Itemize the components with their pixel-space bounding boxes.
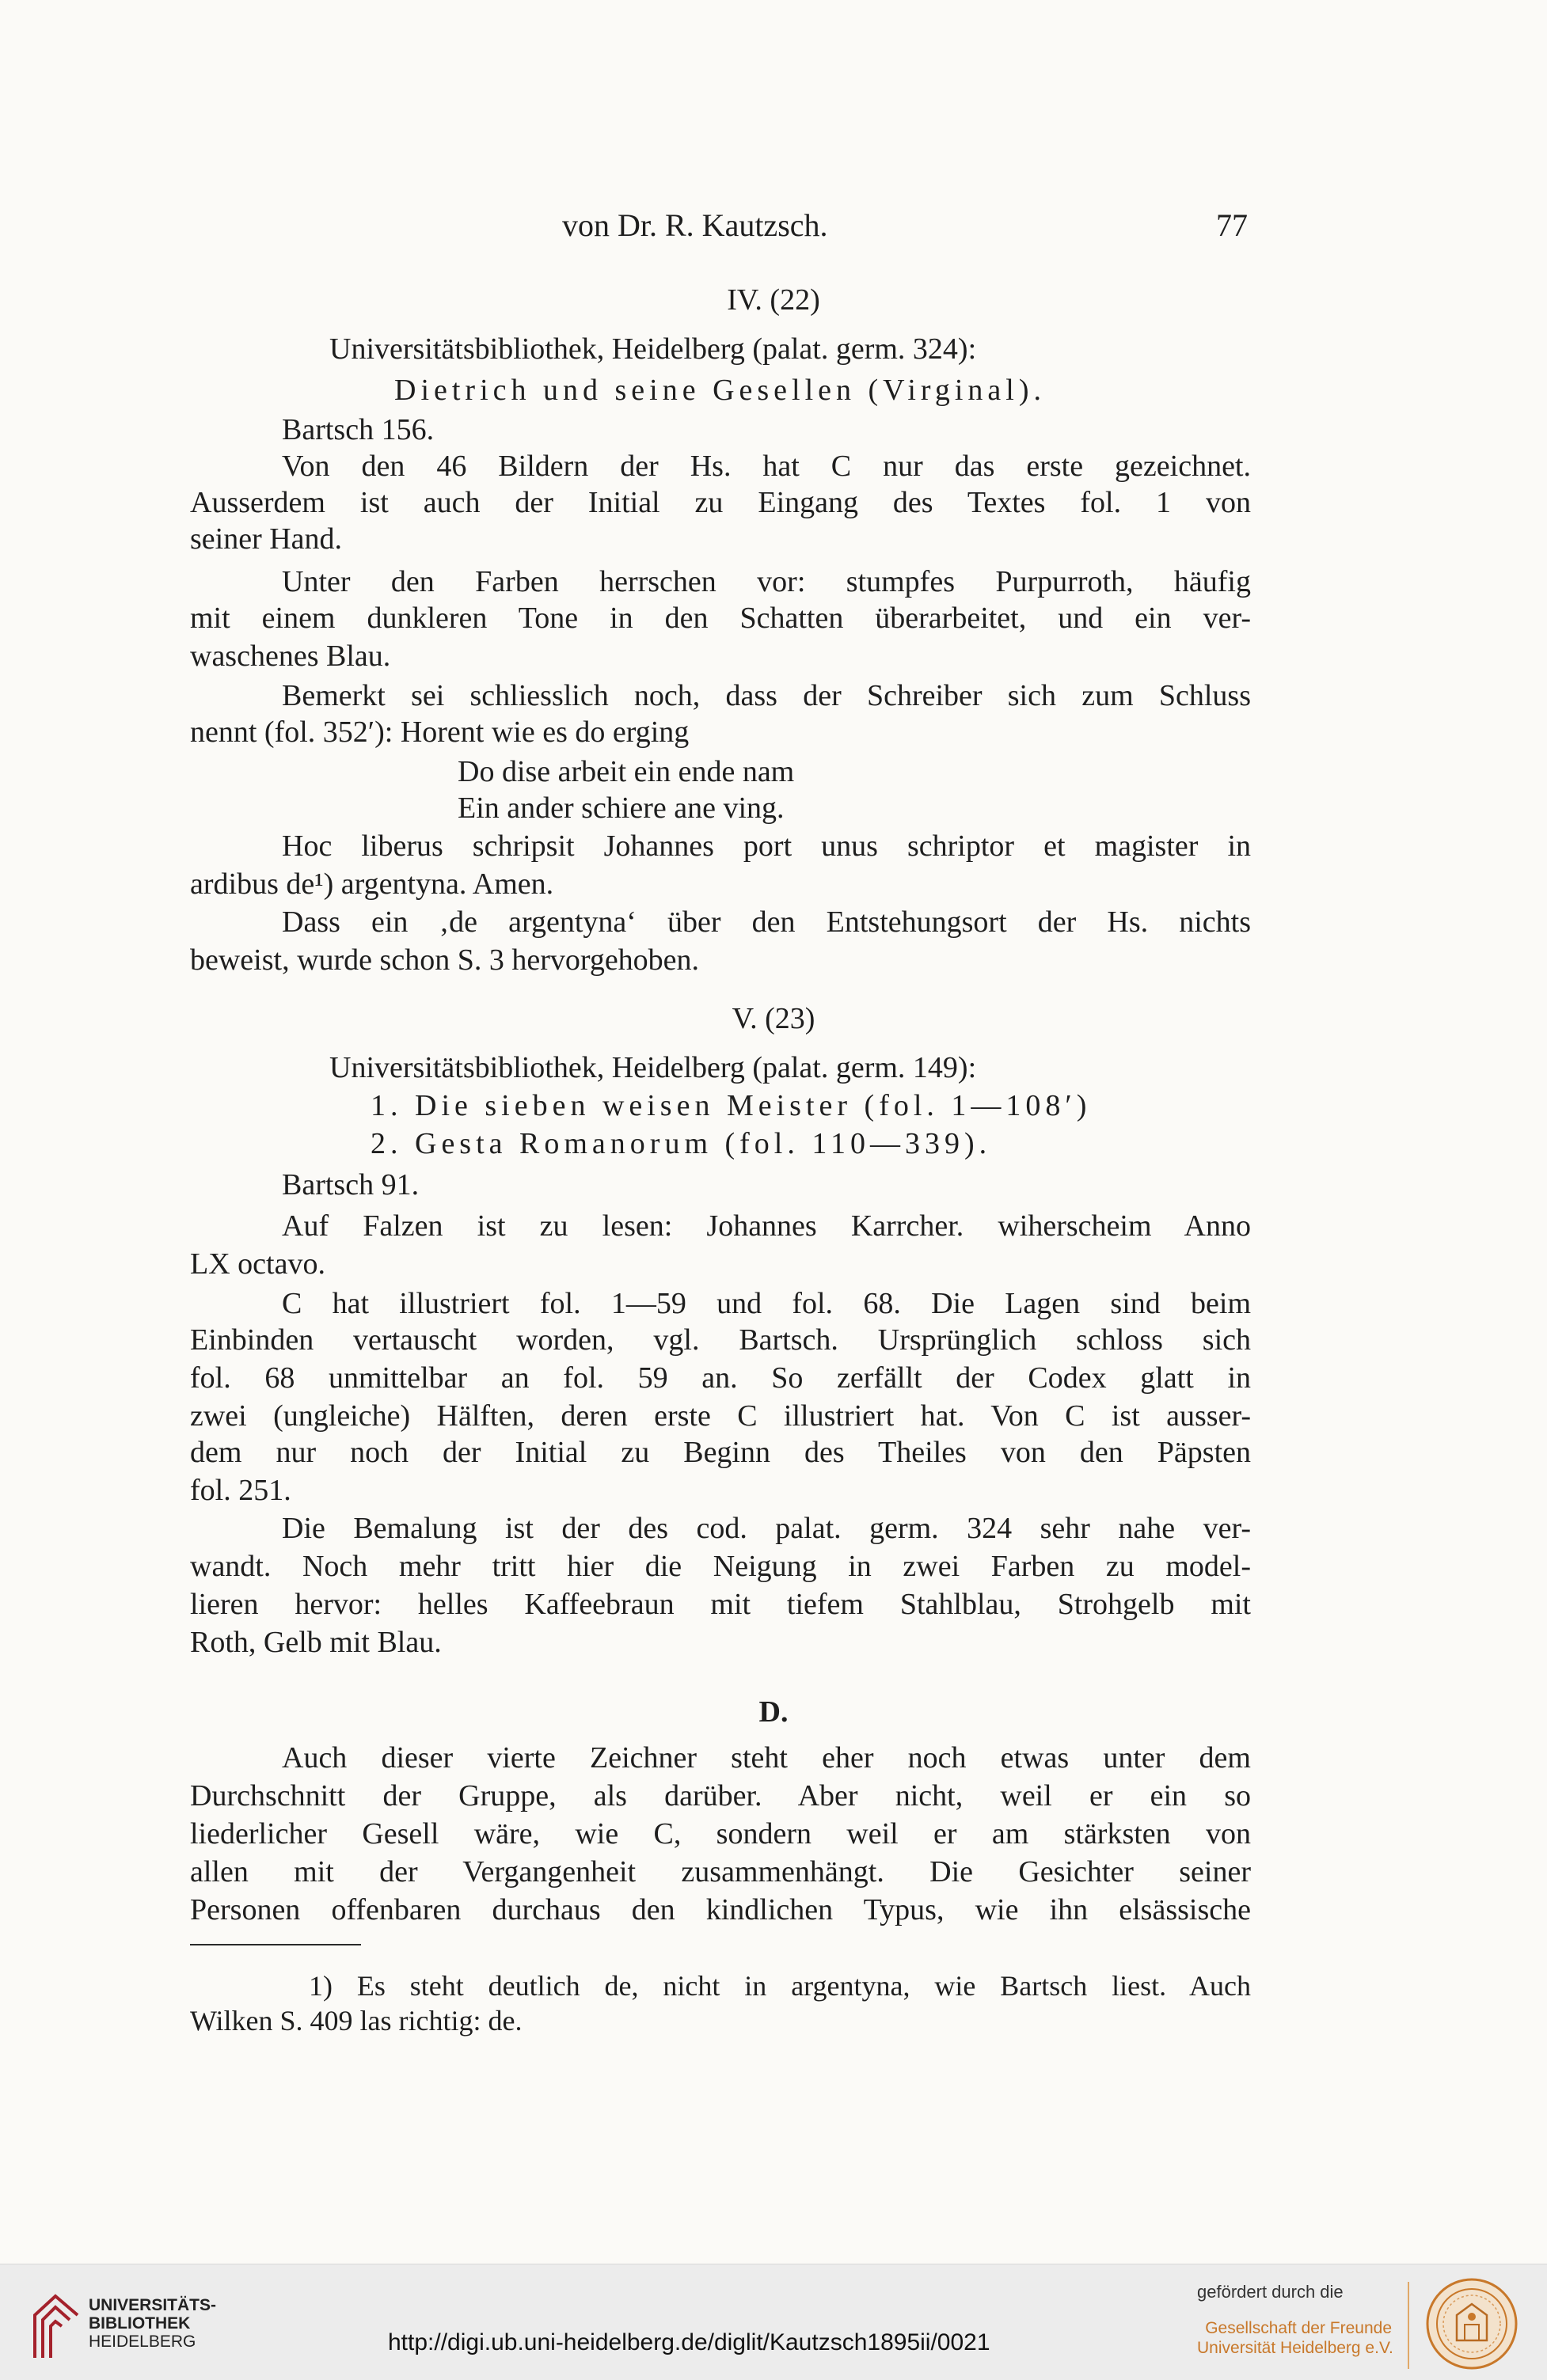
library-name-line: UNIVERSITÄTS-	[89, 2296, 217, 2314]
text-line: Auf Falzen ist zu lesen: Johannes Karrcher. wiherscheim Anno	[282, 1209, 1251, 1243]
section-location: Universitätsbibliothek, Heidelberg (palat. germ. 324):	[329, 332, 977, 366]
library-name-line: HEIDELBERG	[89, 2333, 196, 2351]
permalink-url[interactable]: http://digi.ub.uni-heidelberg.de/diglit/Kautzsch1895ii/0021	[388, 2329, 990, 2355]
section-heading: IV. (22)	[727, 283, 820, 317]
verse-line: Ein ander schiere ane ving.	[458, 791, 785, 825]
footer-bar	[0, 2264, 1547, 2380]
sponsor-label: gefördert durch die	[1197, 2282, 1344, 2302]
section-heading: V. (23)	[732, 1002, 815, 1035]
text-line: allen mit der Vergangenheit zusammenhängt. Die Gesichter seiner	[190, 1855, 1251, 1888]
sponsor-name-line: Universität Heidelberg e.V.	[1197, 2339, 1393, 2357]
text-line: C hat illustriert fol. 1—59 und fol. 68. Die Lagen sind beim	[282, 1287, 1251, 1320]
text-line: Einbinden vertauscht worden, vgl. Bartsch. Ursprünglich schloss sich	[190, 1323, 1251, 1357]
text-line: dem nur noch der Initial zu Beginn des Theiles von den Päpsten	[190, 1436, 1251, 1469]
text-line: ardibus de¹) argentyna. Amen.	[190, 867, 554, 901]
university-seal-icon	[1425, 2277, 1518, 2371]
text-line: Dass ein ‚de argentyna‘ über den Entstehungsort der Hs. nichts	[282, 905, 1251, 939]
text-line: beweist, wurde schon S. 3 hervorgehoben.	[190, 943, 700, 977]
section-title: Dietrich und seine Gesellen (Virginal).	[394, 374, 1046, 407]
list-item: 2. Gesta Romanorum (fol. 110—339).	[371, 1127, 992, 1160]
text-line: wandt. Noch mehr tritt hier die Neigung in zwei Farben zu model-	[190, 1550, 1251, 1583]
text-line: Bartsch 91.	[282, 1168, 420, 1201]
footnote-line: Wilken S. 409 las richtig: de.	[190, 2005, 523, 2036]
text-line: Hoc liberus schripsit Johannes port unus schriptor et magister in	[282, 829, 1251, 863]
library-name	[89, 2296, 216, 2351]
text-line: Auch dieser vierte Zeichner steht eher noch etwas unter dem	[282, 1741, 1251, 1775]
list-item: 1. Die sieben weisen Meister (fol. 1—108′)	[371, 1089, 1092, 1122]
text-line: Bemerkt sei schliesslich noch, dass der Schreiber sich zum Schluss	[282, 679, 1251, 712]
text-line: fol. 68 unmittelbar an fol. 59 an. So zerfällt der Codex glatt in	[190, 1361, 1251, 1395]
text-line: seiner Hand.	[190, 522, 343, 556]
text-line: Durchschnitt der Gruppe, als darüber. Aber nicht, weil er ein so	[190, 1779, 1251, 1813]
text-line: zwei (ungleiche) Hälften, deren erste C illustriert hat. Von C ist ausser-	[190, 1399, 1251, 1433]
text-line: Bartsch 156.	[282, 413, 435, 446]
library-name-line: BIBLIOTHEK	[89, 2314, 191, 2333]
page-number: 77	[1216, 207, 1248, 243]
text-line: Ausserdem ist auch der Initial zu Eingang des Textes fol. 1 von	[190, 486, 1251, 519]
section-heading: D.	[758, 1695, 789, 1729]
section-location: Universitätsbibliothek, Heidelberg (palat. germ. 149):	[329, 1051, 977, 1084]
footnote-line: 1) Es steht deutlich de, nicht in argentyna, wie Bartsch liest. Auch	[309, 1970, 1251, 2002]
text-line: mit einem dunkleren Tone in den Schatten überarbeitet, und ein ver-	[190, 602, 1251, 635]
text-line: Unter den Farben herrschen vor: stumpfes Purpurroth, häufig	[282, 565, 1251, 598]
sponsor-name-line: Gesellschaft der Freunde	[1205, 2319, 1392, 2337]
verse-line: Do dise arbeit ein ende nam	[458, 755, 795, 788]
text-line: Von den 46 Bildern der Hs. hat C nur das erste gezeichnet.	[282, 450, 1251, 483]
text-line: Personen offenbaren durchaus den kindlichen Typus, wie ihn elsässische	[190, 1893, 1251, 1926]
text-line: Roth, Gelb mit Blau.	[190, 1626, 442, 1659]
footnote-rule	[190, 1944, 361, 1945]
text-line: LX octavo.	[190, 1247, 325, 1281]
text-line: nennt (fol. 352′): Horent wie es do erging	[190, 716, 690, 749]
text-line: liederlicher Gesell wäre, wie C, sondern weil er am stärksten von	[190, 1817, 1251, 1850]
sponsor-name	[1197, 2318, 1392, 2358]
text-line: lieren hervor: helles Kaffeebraun mit tiefem Stahlblau, Strohgelb mit	[190, 1588, 1251, 1621]
running-title: von Dr. R. Kautzsch.	[562, 207, 828, 243]
text-line: Die Bemalung ist der des cod. palat. germ. 324 sehr nahe ver-	[282, 1512, 1251, 1545]
text-line: fol. 251.	[190, 1474, 291, 1507]
sponsor-divider	[1408, 2282, 1409, 2369]
text-line: waschenes Blau.	[190, 640, 391, 673]
library-logo-icon	[32, 2291, 81, 2361]
